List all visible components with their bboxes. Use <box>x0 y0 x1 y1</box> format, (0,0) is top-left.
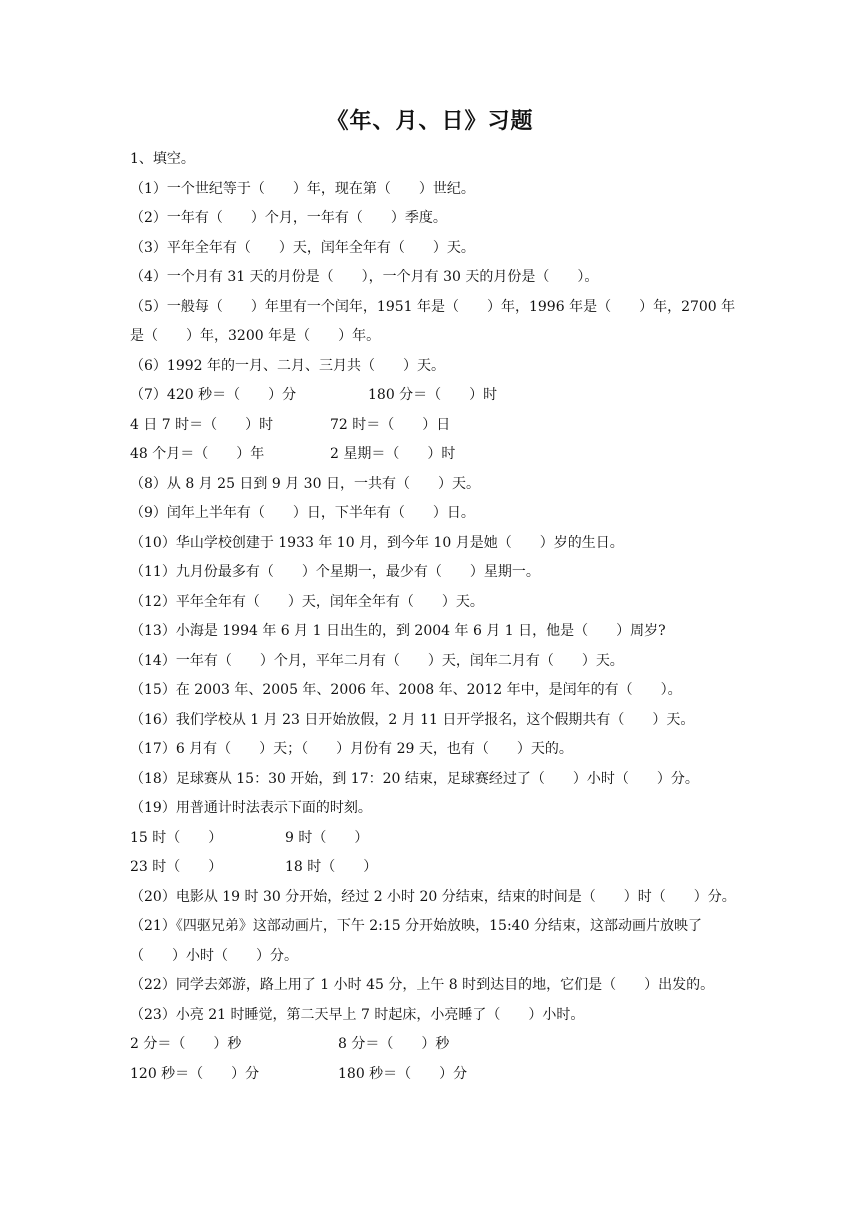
conversion-right: 2 星期＝（ ）时 <box>330 446 456 462</box>
question-15: （15）在 2003 年、2005 年、2006 年、2008 年、2012 年中，是闰年的有（ ）。 <box>130 682 682 698</box>
conversion-right: 72 时＝（ ）日 <box>330 417 451 433</box>
time-item-left: 15 时（ ） <box>130 830 223 846</box>
conversion-right: 8 分＝（ ）秒 <box>338 1036 450 1052</box>
question-8: （8）从 8 月 25 日到 9 月 30 日，一共有（ ）天。 <box>130 476 480 492</box>
question-7-left: （7）420 秒＝（ ）分 <box>130 387 297 403</box>
question-10: （10）华山学校创建于 1933 年 10 月，到今年 10 月是她（ ）岁的生日。 <box>130 535 624 551</box>
conversion-left: 120 秒＝（ ）分 <box>130 1066 260 1082</box>
conversion-left: 48 个月＝（ ）年 <box>130 446 265 462</box>
question-3: （3）平年全年有（ ）天，闰年全年有（ ）天。 <box>130 240 475 256</box>
question-14: （14）一年有（ ）个月，平年二月有（ ）天，闰年二月有（ ）天。 <box>130 653 624 669</box>
time-item-right: 9 时（ ） <box>285 830 369 846</box>
question-16: （16）我们学校从 1 月 23 日开始放假，2 月 11 日开学报名，这个假期共有（ ）天。 <box>130 712 695 728</box>
section-heading: 1、填空。 <box>130 151 195 167</box>
question-12: （12）平年全年有（ ）天，闰年全年有（ ）天。 <box>130 594 484 610</box>
page-title: 《年、月、日》习题 <box>326 109 534 134</box>
question-1: （1）一个世纪等于（ ）年，现在第（ ）世纪。 <box>130 181 475 197</box>
question-17: （17）6 月有（ ）天；（ ）月份有 29 天，也有（ ）天的。 <box>130 741 573 757</box>
conversion-left: 4 日 7 时＝（ ）时 <box>130 417 274 433</box>
question-21-line-1: （21）《四驱兄弟》这部动画片，下午 2:15 分开始放映，15:40 分结束，这部动画片放映了 <box>130 918 702 934</box>
question-21-line-2: （ ）小时（ ）分。 <box>130 948 298 964</box>
question-11: （11）九月份最多有（ ）个星期一，最少有（ ）星期一。 <box>130 564 540 580</box>
question-23: （23）小亮 21 时睡觉，第二天早上 7 时起床，小亮睡了（ ）小时。 <box>130 1007 585 1023</box>
conversion-right: 180 秒＝（ ）分 <box>338 1066 468 1082</box>
time-item-left: 23 时（ ） <box>130 859 223 875</box>
question-22: （22）同学去郊游，路上用了 1 小时 45 分，上午 8 时到达目的地，它们是（ ）出发的。 <box>130 977 715 993</box>
question-2: （2）一年有（ ）个月，一年有（ ）季度。 <box>130 210 447 226</box>
question-13: （13）小海是 1994 年 6 月 1 日出生的，到 2004 年 6 月 1 日，他是（ ）周岁? <box>130 623 666 639</box>
question-9: （9）闰年上半年有（ ）日，下半年有（ ）日。 <box>130 505 475 521</box>
question-4: （4）一个月有 31 天的月份是（ ），一个月有 30 天的月份是（ ）。 <box>130 269 599 285</box>
time-item-right: 18 时（ ） <box>285 859 378 875</box>
question-20: （20）电影从 19 时 30 分开始，经过 2 小时 20 分结束，结束的时间是（ ）时（ ）分。 <box>130 889 736 905</box>
question-18: （18）足球赛从 15：30 开始，到 17：20 结束，足球赛经过了（ ）小时（ ）分。 <box>130 771 699 787</box>
question-6: （6）1992 年的一月、二月、三月共（ ）天。 <box>130 358 445 374</box>
question-5-line-2: 是（ ）年，3200 年是（ ）年。 <box>130 328 381 344</box>
question-5-line-1: （5）一般每（ ）年里有一个闰年，1951 年是（ ）年，1996 年是（ ）年，2700 年 <box>130 299 736 315</box>
conversion-left: 2 分＝（ ）秒 <box>130 1036 242 1052</box>
question-7-right: 180 分＝（ ）时 <box>368 387 498 403</box>
question-19: （19）用普通计时法表示下面的时刻。 <box>130 800 372 816</box>
